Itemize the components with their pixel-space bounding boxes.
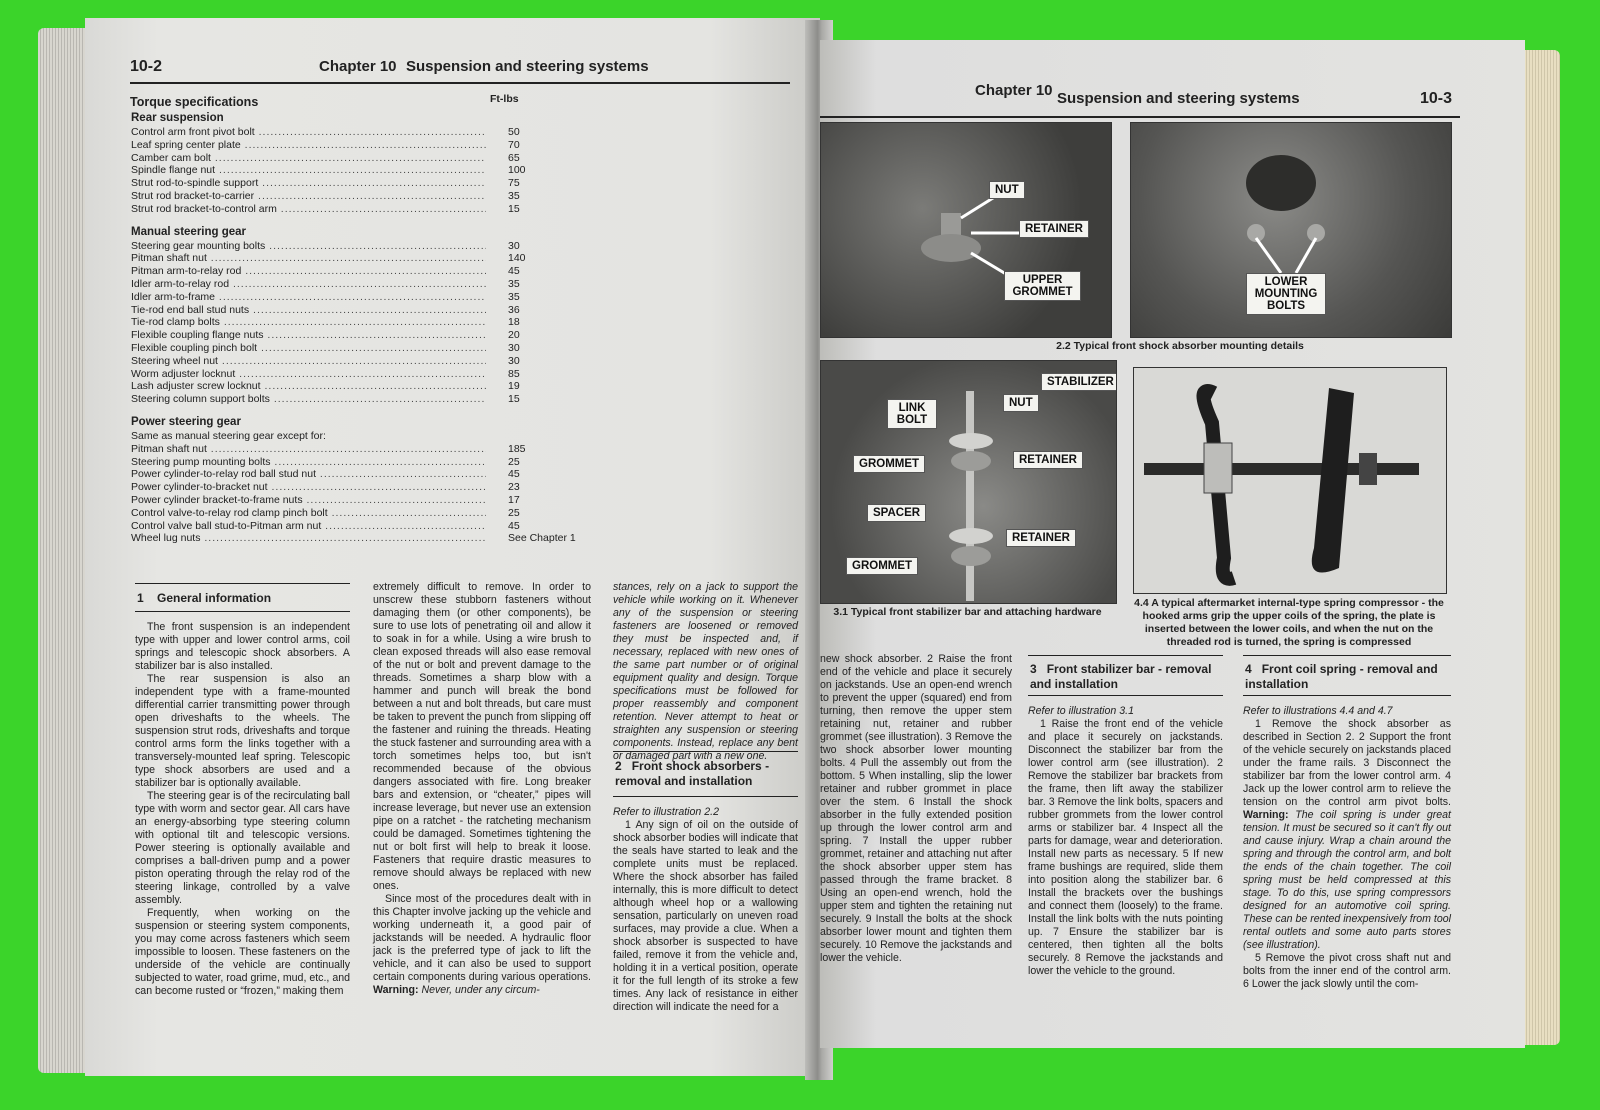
spec-value: 70 bbox=[508, 138, 520, 151]
spec-value: 17 bbox=[508, 493, 520, 506]
callout-retainer: RETAINER bbox=[1013, 451, 1083, 469]
warning-text: The coil spring is under great tension. It must be secured so it can't fly out and cause injury. Wrap a chain around the spring and through the control arm, and bolt the ends of the chain together. The coil spring must be held compressed at this stage. To do this, use spring compressors designed for an automotive coil spring. These can be rented inexpensively from tool rental outlets and some auto parts stores (see illustration). bbox=[1243, 809, 1451, 951]
spec-row bbox=[131, 177, 581, 190]
power-heading: Power steering gear bbox=[131, 415, 241, 428]
spec-label: Wheel lug nuts ..... bbox=[131, 532, 486, 545]
figure-4-4-photo bbox=[1133, 367, 1447, 594]
spec-label: Power cylinder-to-bracket nut ..... bbox=[131, 481, 486, 494]
spec-label: Idler arm-to-relay rod ..... bbox=[131, 278, 486, 291]
section3-rule-top bbox=[1028, 655, 1223, 656]
spec-row bbox=[131, 481, 581, 494]
spec-label: Leaf spring center plate ..... bbox=[131, 139, 486, 152]
paragraph: 1 Any sign of oil on the outside of shock absorber bodies will indicate that the seals have started to leak and the complete units must be replaced. Where the shock absorber has failed internally, this is more difficult to detect although wheel hop or a wallowing sensation, particularly on uneven road surfaces, may provide a clue. When a shock absorber is suspected to have failed, remove it from the vehicle and, holding it in a vertical position, operate it for the full length of its stroke a few times. Any lack of resistance in either direction will indicate the need for a bbox=[613, 819, 798, 1013]
spec-value: 45 bbox=[508, 468, 520, 481]
spec-label: Pitman shaft nut ..... bbox=[131, 443, 486, 456]
spec-row bbox=[131, 456, 581, 469]
spec-label: Tie-rod end ball stud nuts ..... bbox=[131, 304, 486, 317]
torque-title: Torque specifications bbox=[130, 95, 259, 109]
paragraph: stances, rely on a jack to support the vehicle while working on it. Whenever any of the suspension or steering fasteners are loosened or removed they must be inspected and, if necessary, replaced with new ones of the same part number or of original equipment quality and design. Torque specifications must be followed for proper reassembly and component retention. Never attempt to heat or straighten any suspension or steering components. Instead, replace any bent or damaged part with a new one. bbox=[613, 581, 798, 762]
spec-value: 20 bbox=[508, 329, 520, 342]
spec-row bbox=[131, 304, 581, 317]
section4-rule-bottom bbox=[1243, 695, 1451, 696]
callout-grommet: GROMMET bbox=[853, 455, 925, 473]
spec-label: Strut rod bracket-to-carrier ..... bbox=[131, 190, 486, 203]
spec-row bbox=[131, 443, 581, 456]
spec-row bbox=[131, 152, 581, 165]
spec-value: 35 bbox=[508, 189, 520, 202]
spec-label: Tie-rod clamp bolts ..... bbox=[131, 316, 486, 329]
spec-value: 30 bbox=[508, 239, 520, 252]
spec-value: 65 bbox=[508, 151, 520, 164]
spec-value: 75 bbox=[508, 177, 520, 190]
spec-value: 50 bbox=[508, 126, 520, 138]
torque-unit-header: Ft-lbs bbox=[490, 93, 519, 105]
spec-label: Spindle flange nut ..... bbox=[131, 164, 486, 177]
section1-col1 bbox=[135, 621, 350, 998]
spec-label: Steering gear mounting bolts ..... bbox=[131, 240, 486, 253]
section2-ref: Refer to illustration 2.2 bbox=[613, 806, 719, 818]
section2-rule-top bbox=[613, 751, 798, 752]
spec-row bbox=[131, 329, 581, 342]
spec-row bbox=[131, 164, 581, 177]
spec-value: 18 bbox=[508, 316, 520, 329]
section3-rule-bottom bbox=[1028, 695, 1223, 696]
spec-value: 25 bbox=[508, 455, 520, 468]
section1-rule-top bbox=[135, 583, 350, 584]
section2-number: 2 bbox=[615, 759, 622, 773]
spec-row bbox=[131, 126, 581, 139]
spec-label: Pitman arm-to-relay rod ..... bbox=[131, 265, 486, 278]
paragraph: 5 Remove the pivot cross shaft nut and bolts from the inner end of the control arm. 6 Lower the jack slowly until the com- bbox=[1243, 952, 1451, 990]
paragraph: extremely difficult to remove. In order to unscrew these stubborn fasteners without damaging them (or other components), be sure to use lots of penetrating oil and allow it to soak in for a while. Using a wire brush to clean exposed threads will also ease removal of the nut or bolt and prevent damage to the threads. Sometimes a sharp blow with a hammer and punch will break the bond between a nut and bolt threads, but care must be taken to prevent the punch from slipping off the fastener and ruining the threads. Heating the stuck fastener and surrounding area with a torch sometimes helps too, but isn't recommended because of the obvious dangers associated with fire. Long breaker bars and extension, or “cheater,” pipes will increase leverage, but never use an extension pipe on a ratchet - the ratcheting mechanism could be damaged. Sometimes tightening the nut or bolt first will help to break it loose. Fasteners that require drastic measures to remove should always be replaced with new ones. bbox=[373, 581, 591, 892]
figure-2-2-photo-right bbox=[1130, 122, 1452, 338]
section2-title: Front shock absorbers - removal and installation bbox=[615, 759, 770, 788]
power-note: Same as manual steering gear except for: bbox=[131, 429, 326, 442]
header-rule bbox=[820, 116, 1460, 118]
page-number: 10-3 bbox=[1420, 90, 1453, 107]
spec-label: Control valve-to-relay rod clamp pinch bolt ..... bbox=[131, 507, 486, 520]
col2-paragraph-text: Since most of the procedures dealt with in this Chapter involve jacking up the vehicle and working underneath it, a good pair of jackstands will be needed. A hydraulic floor jack is the preferred type of jack to lift the vehicle, and it can also be used to support certain components during various operations. bbox=[373, 893, 591, 983]
callout-nut: NUT bbox=[1003, 394, 1039, 412]
rear-heading: Rear suspension bbox=[131, 112, 224, 124]
section1-heading bbox=[137, 591, 352, 606]
chapter-label: Chapter 10 bbox=[319, 58, 397, 75]
torque-table bbox=[131, 112, 581, 545]
manual-rows bbox=[131, 240, 581, 406]
spec-value: 185 bbox=[508, 442, 526, 455]
spec-row bbox=[131, 240, 581, 253]
spec-value: 45 bbox=[508, 519, 520, 532]
spec-row bbox=[131, 507, 581, 520]
section3-title: Front stabilizer bar - removal and installation bbox=[1030, 662, 1212, 691]
section1-number: 1 bbox=[137, 591, 144, 605]
callout-link-bolt: LINK BOLT bbox=[887, 399, 937, 429]
spec-label: Steering wheel nut ..... bbox=[131, 355, 486, 368]
spec-label: Lash adjuster screw locknut ..... bbox=[131, 380, 486, 393]
section3-ref: Refer to illustration 3.1 bbox=[1028, 705, 1134, 717]
section1-title: General information bbox=[157, 591, 272, 605]
spec-label: Flexible coupling flange nuts ..... bbox=[131, 329, 486, 342]
spec-label: Steering column support bolts ..... bbox=[131, 393, 486, 406]
spec-value: 85 bbox=[508, 367, 520, 380]
spec-row bbox=[131, 342, 581, 355]
section1-col3 bbox=[613, 581, 798, 763]
spec-label: Power cylinder-to-relay rod ball stud nut ..... bbox=[131, 468, 486, 481]
paragraph bbox=[373, 893, 591, 997]
chapter-label: Chapter 10 bbox=[975, 82, 1053, 99]
spec-row bbox=[131, 203, 581, 216]
section4-body bbox=[1243, 705, 1451, 991]
spec-row bbox=[131, 520, 581, 533]
callout-upper-grommet: UPPER GROMMET bbox=[1004, 271, 1081, 301]
spec-value: 30 bbox=[508, 341, 520, 354]
figure-3-1-photo bbox=[820, 360, 1117, 604]
spec-label: Control valve ball stud-to-Pitman arm nut ..... bbox=[131, 520, 486, 533]
section2-heading bbox=[615, 759, 800, 789]
spec-value: 25 bbox=[508, 506, 520, 519]
spec-label: Idler arm-to-frame ..... bbox=[131, 291, 486, 304]
callout-nut: NUT bbox=[989, 181, 1025, 199]
section4-text: 1 Remove the shock absorber as described in Section 2. 2 Support the front of the vehicle securely on jackstands placed under the frame rails. 3 Disconnect the stabilizer bar from the lower control arm. 4 Jack up the lower control arm to relieve the tension on the control arm pivot bolts. bbox=[1243, 718, 1451, 808]
paragraph: The rear suspension is also an independent type with a frame-mounted differential carrier transmitting power through open driveshafts to the wheels. The suspension strut rods, driveshafts and torque control arms form the links together with a transversely-mounted leaf spring. Telescopic type shock absorbers are used and a stabilizer bar is optionally available. bbox=[135, 673, 350, 789]
section4-heading bbox=[1245, 662, 1453, 692]
spec-row bbox=[131, 252, 581, 265]
figure-2-2-photo-left bbox=[820, 122, 1112, 338]
spec-row bbox=[131, 532, 581, 545]
spec-label: Worm adjuster locknut ..... bbox=[131, 368, 486, 381]
callout-retainer: RETAINER bbox=[1019, 220, 1089, 238]
section2-continuation bbox=[820, 653, 1012, 965]
rear-rows bbox=[131, 126, 581, 216]
spec-label: Strut rod bracket-to-control arm ..... bbox=[131, 203, 486, 216]
spec-value: 23 bbox=[508, 481, 520, 494]
spec-value: 19 bbox=[508, 380, 520, 393]
paragraph: Frequently, when working on the suspension or steering system components, you may come across fasteners which seem impossible to loosen. These fasteners on the underside of the vehicle are continually subjected to water, road grime, mud, etc., and can become rusted or “frozen,” making them bbox=[135, 907, 350, 997]
spec-label: Strut rod-to-spindle support ..... bbox=[131, 177, 486, 190]
spec-row bbox=[131, 355, 581, 368]
spec-row bbox=[131, 316, 581, 329]
section4-rule-top bbox=[1243, 655, 1451, 656]
spec-value: 15 bbox=[508, 202, 520, 215]
paragraph: 1 Raise the front end of the vehicle and place it securely on jackstands. Disconnect the stabilizer bar from the lower control arm (see illustration). 2 Remove the stabilizer bar brackets from the frame, then lift away the stabilizer bar. 3 Remove the link bolts, spacers and rubber grommets from the lower control arms or stabilizer bar. 4 Inspect all the parts for damage, wear and deterioration. Install new parts as necessary. 5 If new frame bushings are required, slide them into position along the stabilizer bar. 6 Install the brackets over the bushings and connect them (loosely) to the frame. Install the link bolts with the nuts pointing up. 7 Ensure the stabilizer bar is centered, then tighten all the bolts securely. 8 Remove the jackstands and lower the vehicle to the ground. bbox=[1028, 718, 1223, 977]
spec-row bbox=[131, 393, 581, 406]
section3-body bbox=[1028, 705, 1223, 978]
spec-value: 100 bbox=[508, 164, 526, 177]
spec-row bbox=[131, 468, 581, 481]
warning-label: Warning: bbox=[373, 984, 419, 996]
callout-lower-mounting-bolts: LOWER MOUNTING BOLTS bbox=[1246, 273, 1326, 315]
spec-row bbox=[131, 265, 581, 278]
callout-grommet: GROMMET bbox=[846, 557, 918, 575]
spec-row bbox=[131, 494, 581, 507]
spec-value: 140 bbox=[508, 252, 526, 265]
figure-4-4-caption: 4.4 A typical aftermarket internal-type spring compressor - the hooked arms grip the upper coils of the spring, the plate is inserted between the lower coils, and when the nut on the threaded rod is turned, the spring is compressed bbox=[1134, 597, 1444, 648]
callout-retainer: RETAINER bbox=[1006, 529, 1076, 547]
callout-spacer: SPACER bbox=[867, 504, 926, 522]
section4-ref: Refer to illustrations 4.4 and 4.7 bbox=[1243, 705, 1393, 717]
spec-label: Power cylinder bracket-to-frame nuts ..... bbox=[131, 494, 486, 507]
spec-label: Pitman shaft nut ..... bbox=[131, 252, 486, 265]
figure-3-1-caption: 3.1 Typical front stabilizer bar and attaching hardware bbox=[833, 606, 1102, 618]
right-page bbox=[820, 40, 1525, 1048]
spec-value: 36 bbox=[508, 303, 520, 316]
spec-row bbox=[131, 368, 581, 381]
figure-2-2-caption: 2.2 Typical front shock absorber mounting details bbox=[1056, 340, 1304, 352]
section2-body bbox=[613, 806, 798, 1014]
callout-stabilizer: STABILIZER bbox=[1041, 373, 1117, 391]
section3-heading bbox=[1030, 662, 1225, 692]
paragraph: The steering gear is of the recirculating ball type with worm and sector gear. All cars have an energy-absorbing type steering column with optional tilt and telescopic versions. Power steering is optionally available and comprises a ball-driven pump and a power piston operating through the relay rod of the steering linkage, controlled by a valve assembly. bbox=[135, 790, 350, 906]
spec-row bbox=[131, 190, 581, 203]
section4-title: Front coil spring - removal and installation bbox=[1245, 662, 1438, 691]
spec-row bbox=[131, 291, 581, 304]
paragraph: new shock absorber. 2 Raise the front end of the vehicle and place it securely on jackstands. Use an open-end wrench to prevent the upper (squared) end from turning, then remove the upper stem retaining nut, retainer and rubber grommet (see illustration). 3 Remove the two shock absorber lower mounting bolts. 4 Pull the assembly out from the bottom. 5 When installing, slip the lower retainer and rubber grommet in place over the stem. 6 Install the shock absorber in the fully extended position up through the lower control arm and spring. 7 Install the upper rubber grommet, retainer and attaching nut after the shock absorber upper stem has passed through the frame bracket. 8 Using an open-end wrench, hold the upper stem and tighten the retaining nut securely. 9 Install the bolts at the shock absorber lower mount and tighten them securely. 10 Remove the jackstands and lower the vehicle. bbox=[820, 653, 1012, 964]
spec-value: See Chapter 1 bbox=[508, 532, 576, 545]
chapter-title: Suspension and steering systems bbox=[1057, 90, 1300, 107]
spec-value: 45 bbox=[508, 265, 520, 278]
spec-value: 35 bbox=[508, 277, 520, 290]
page-number: 10-2 bbox=[130, 58, 163, 75]
spec-label: Control arm front pivot bolt ..... bbox=[131, 126, 486, 139]
section2-rule-bottom bbox=[613, 796, 798, 797]
chapter-title: Suspension and steering systems bbox=[406, 58, 649, 75]
section1-rule-bottom bbox=[135, 611, 350, 612]
section1-col2 bbox=[373, 581, 591, 997]
warning-label: Warning: bbox=[1243, 809, 1289, 821]
header-rule bbox=[130, 82, 790, 84]
spec-value: 35 bbox=[508, 290, 520, 303]
spec-label: Camber cam bolt ..... bbox=[131, 152, 486, 165]
left-page bbox=[85, 18, 820, 1076]
spec-row bbox=[131, 278, 581, 291]
spec-value: 30 bbox=[508, 354, 520, 367]
section4-number: 4 bbox=[1245, 662, 1252, 676]
spec-label: Flexible coupling pinch bolt ..... bbox=[131, 342, 486, 355]
manual-heading: Manual steering gear bbox=[131, 225, 247, 238]
paragraph bbox=[1243, 718, 1451, 952]
spec-row bbox=[131, 139, 581, 152]
spec-row bbox=[131, 380, 581, 393]
spec-label: Steering pump mounting bolts ..... bbox=[131, 456, 486, 469]
power-rows bbox=[131, 443, 581, 545]
paragraph: The front suspension is an independent type with upper and lower control arms, coil springs and telescopic shock absorbers. A stabilizer bar is also installed. bbox=[135, 621, 350, 672]
spec-value: 15 bbox=[508, 393, 520, 406]
warning-text: Never, under any circum- bbox=[421, 984, 540, 996]
spring-compressor-drawing bbox=[1134, 368, 1446, 593]
section3-number: 3 bbox=[1030, 662, 1037, 676]
